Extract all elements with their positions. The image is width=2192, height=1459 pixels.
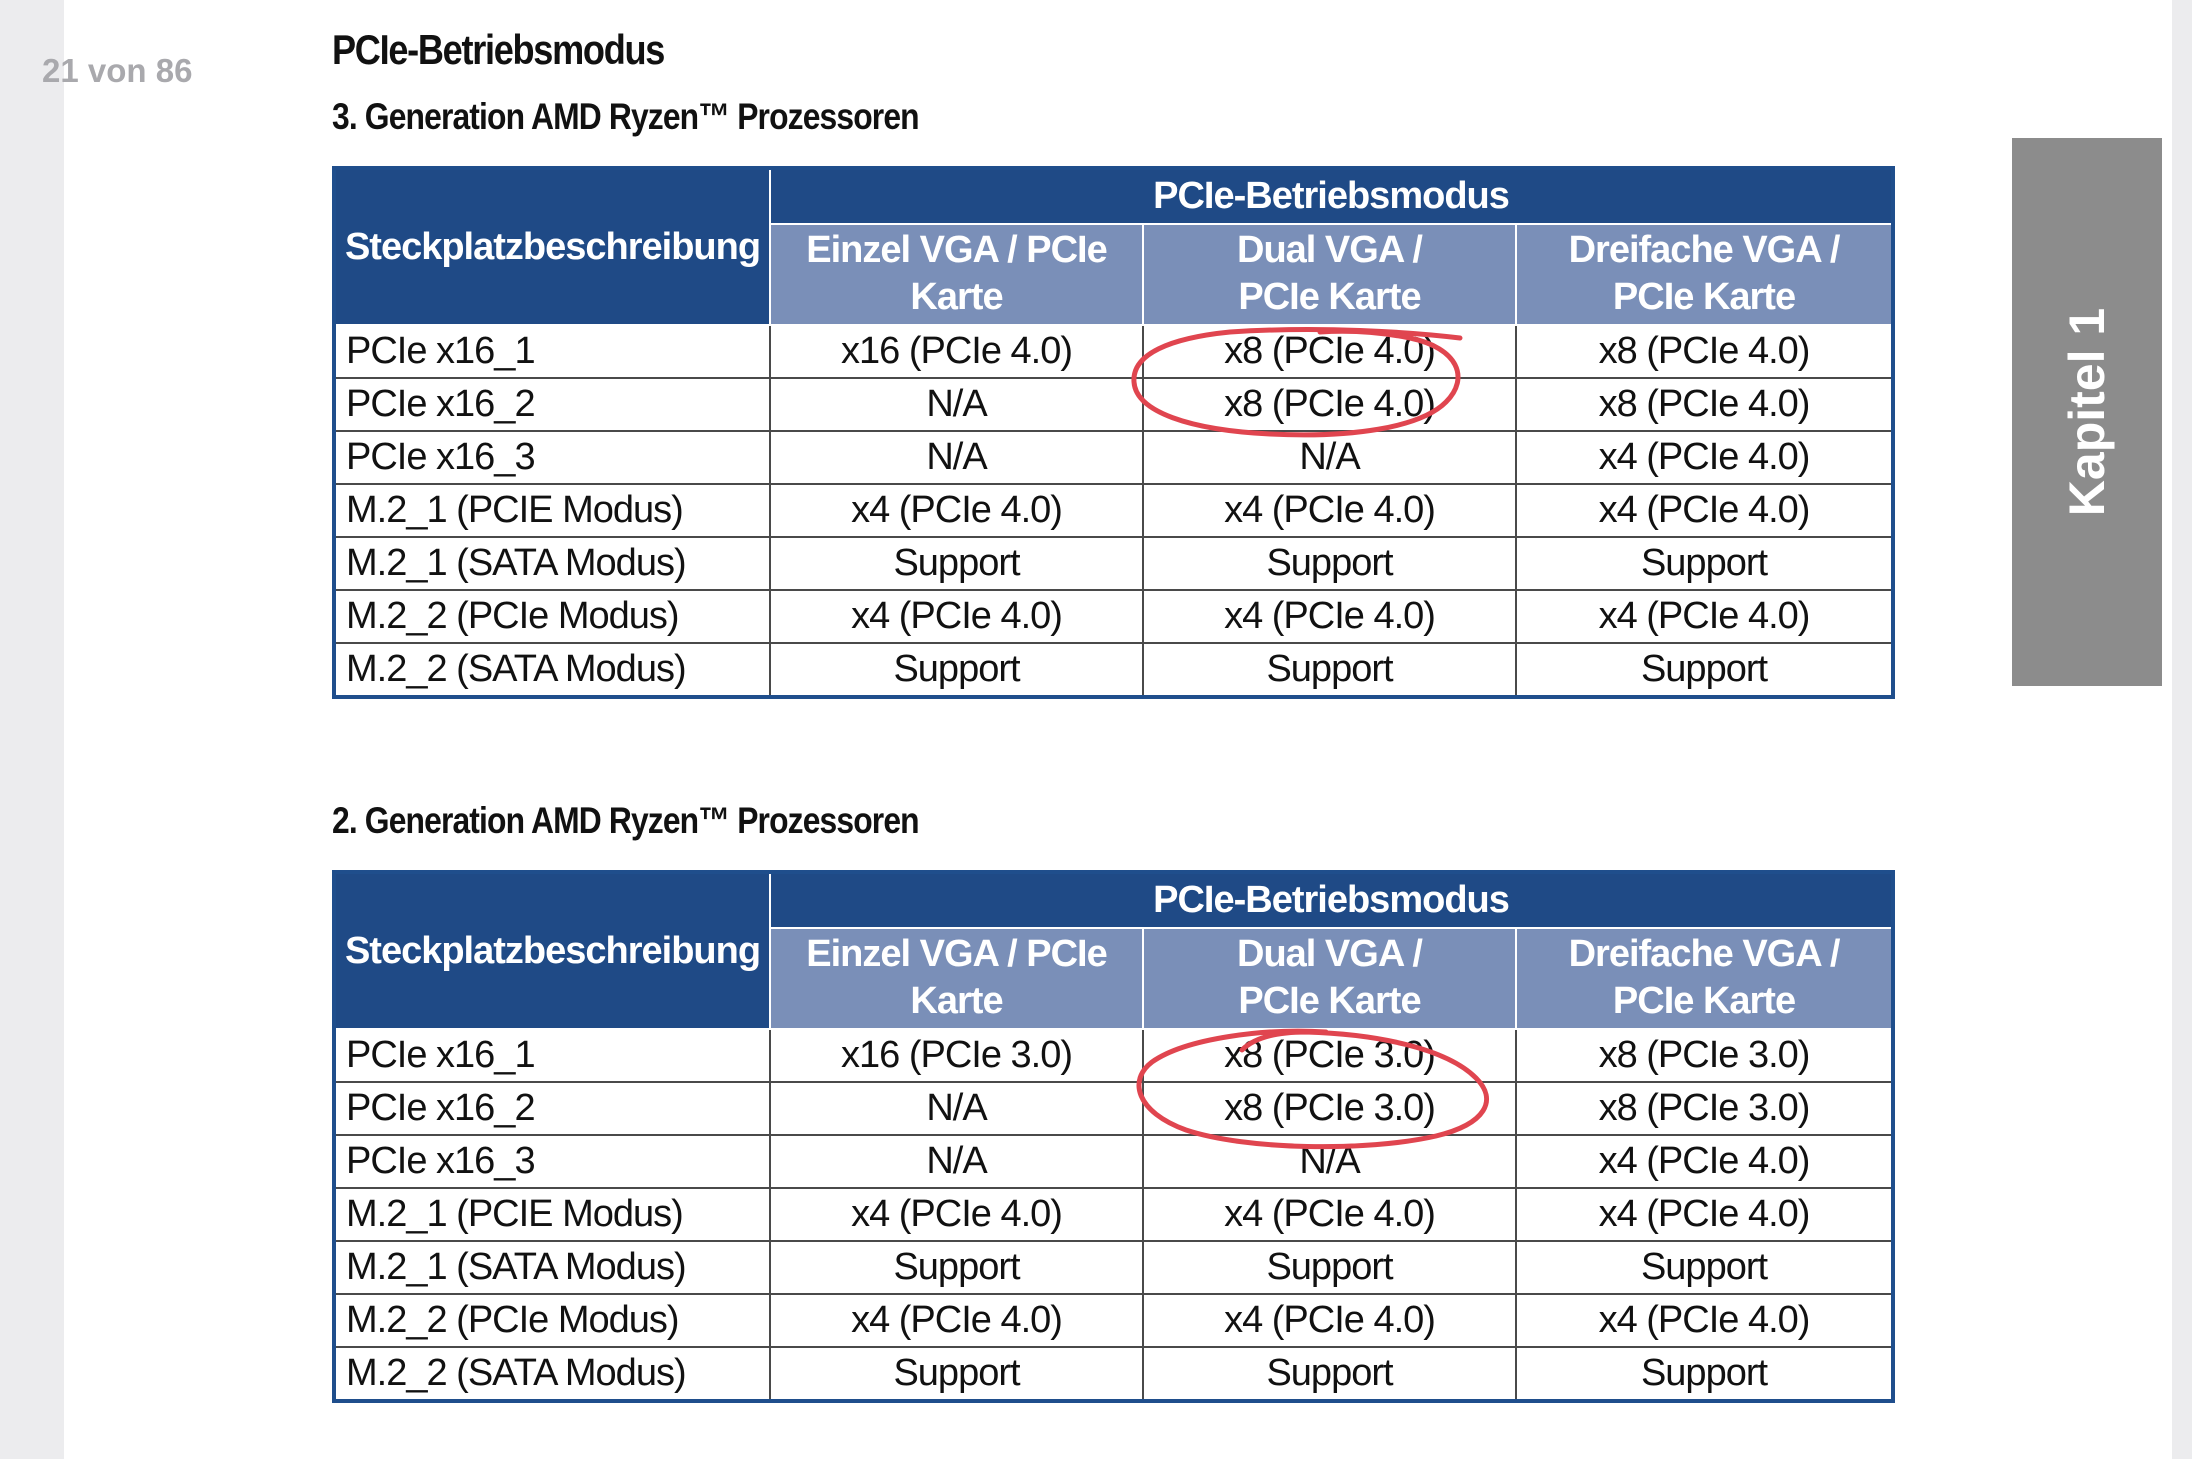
table-row	[334, 484, 1893, 537]
value-cell: x4 (PCIe 4.0)	[1516, 1294, 1893, 1347]
value-cell: Support	[1143, 643, 1516, 697]
chapter-tab-label: Kapitel 1	[2059, 307, 2115, 517]
section-title: PCIe-Betriebsmodus	[332, 26, 665, 73]
slot-cell: PCIe x16_3	[334, 1135, 770, 1188]
sub-header-triple: Dreifache VGA / PCIe Karte	[1516, 224, 1893, 325]
table-row	[334, 378, 1893, 431]
chapter-tab	[2012, 138, 2162, 686]
table-row	[334, 590, 1893, 643]
value-cell: Support	[770, 643, 1143, 697]
value-cell: Support	[770, 537, 1143, 590]
slot-cell: M.2_1 (PCIE Modus)	[334, 1188, 770, 1241]
value-cell: x8 (PCIe 3.0)	[1516, 1082, 1893, 1135]
value-cell: x4 (PCIe 4.0)	[1516, 590, 1893, 643]
value-cell: Support	[1143, 1347, 1516, 1401]
value-cell: x8 (PCIe 4.0)	[1143, 378, 1516, 431]
table-row	[334, 643, 1893, 697]
slot-cell: PCIe x16_1	[334, 325, 770, 378]
value-cell: x4 (PCIe 4.0)	[1516, 1135, 1893, 1188]
sub-header-single: Einzel VGA / PCIe Karte	[770, 928, 1143, 1029]
slot-cell: M.2_2 (SATA Modus)	[334, 643, 770, 697]
sub-header-single: Einzel VGA / PCIe Karte	[770, 224, 1143, 325]
pcie-table-gen2	[332, 870, 1895, 1403]
value-cell: x8 (PCIe 4.0)	[1516, 378, 1893, 431]
slot-header: Steckplatzbeschreibung	[334, 872, 770, 1029]
value-cell: N/A	[1143, 1135, 1516, 1188]
slot-cell: M.2_2 (SATA Modus)	[334, 1347, 770, 1401]
slot-cell: PCIe x16_3	[334, 431, 770, 484]
value-cell: x4 (PCIe 4.0)	[1516, 431, 1893, 484]
value-cell: x4 (PCIe 4.0)	[1143, 484, 1516, 537]
value-cell: x4 (PCIe 4.0)	[770, 484, 1143, 537]
slot-cell: M.2_1 (SATA Modus)	[334, 537, 770, 590]
value-cell: Support	[1516, 1347, 1893, 1401]
value-cell: Support	[1516, 537, 1893, 590]
table-row	[334, 1029, 1893, 1082]
slot-cell: PCIe x16_2	[334, 378, 770, 431]
value-cell: x8 (PCIe 3.0)	[1143, 1082, 1516, 1135]
value-cell: Support	[770, 1241, 1143, 1294]
value-cell: x4 (PCIe 4.0)	[1143, 1294, 1516, 1347]
slot-cell: PCIe x16_1	[334, 1029, 770, 1082]
slot-cell: M.2_1 (PCIE Modus)	[334, 484, 770, 537]
table-row	[334, 1294, 1893, 1347]
value-cell: x4 (PCIe 4.0)	[1143, 590, 1516, 643]
value-cell: x4 (PCIe 4.0)	[1516, 1188, 1893, 1241]
value-cell: Support	[1143, 537, 1516, 590]
value-cell: Support	[1516, 1241, 1893, 1294]
value-cell: x4 (PCIe 4.0)	[770, 1188, 1143, 1241]
value-cell: x4 (PCIe 4.0)	[1516, 484, 1893, 537]
table-row	[334, 537, 1893, 590]
page-counter: 21 von 86	[42, 52, 193, 89]
slot-cell: M.2_2 (PCIe Modus)	[334, 590, 770, 643]
value-cell: x16 (PCIe 3.0)	[770, 1029, 1143, 1082]
value-cell: x8 (PCIe 4.0)	[1516, 325, 1893, 378]
value-cell: N/A	[770, 1082, 1143, 1135]
value-cell: N/A	[1143, 431, 1516, 484]
table-row	[334, 1188, 1893, 1241]
table-row	[334, 1135, 1893, 1188]
value-cell: x8 (PCIe 3.0)	[1143, 1029, 1516, 1082]
slot-cell: M.2_1 (SATA Modus)	[334, 1241, 770, 1294]
slot-cell: M.2_2 (PCIe Modus)	[334, 1294, 770, 1347]
value-cell: x4 (PCIe 4.0)	[1143, 1188, 1516, 1241]
value-cell: Support	[1143, 1241, 1516, 1294]
value-cell: N/A	[770, 431, 1143, 484]
value-cell: N/A	[770, 378, 1143, 431]
slot-cell: PCIe x16_2	[334, 1082, 770, 1135]
mode-header: PCIe-Betriebsmodus	[770, 872, 1893, 928]
table-2-subtitle: 2. Generation AMD Ryzen™ Prozessoren	[332, 800, 919, 841]
value-cell: N/A	[770, 1135, 1143, 1188]
pcie-table-gen3	[332, 166, 1895, 699]
mode-header: PCIe-Betriebsmodus	[770, 168, 1893, 224]
sub-header-dual: Dual VGA / PCIe Karte	[1143, 224, 1516, 325]
value-cell: x8 (PCIe 4.0)	[1143, 325, 1516, 378]
value-cell: x8 (PCIe 3.0)	[1516, 1029, 1893, 1082]
value-cell: Support	[770, 1347, 1143, 1401]
value-cell: x4 (PCIe 4.0)	[770, 1294, 1143, 1347]
slot-header: Steckplatzbeschreibung	[334, 168, 770, 325]
value-cell: x16 (PCIe 4.0)	[770, 325, 1143, 378]
table-row	[334, 1241, 1893, 1294]
table-row	[334, 431, 1893, 484]
table-row	[334, 1347, 1893, 1401]
value-cell: Support	[1516, 643, 1893, 697]
table-row	[334, 325, 1893, 378]
table-row	[334, 1082, 1893, 1135]
sub-header-triple: Dreifache VGA / PCIe Karte	[1516, 928, 1893, 1029]
value-cell: x4 (PCIe 4.0)	[770, 590, 1143, 643]
sub-header-dual: Dual VGA / PCIe Karte	[1143, 928, 1516, 1029]
table-1-subtitle: 3. Generation AMD Ryzen™ Prozessoren	[332, 96, 919, 137]
